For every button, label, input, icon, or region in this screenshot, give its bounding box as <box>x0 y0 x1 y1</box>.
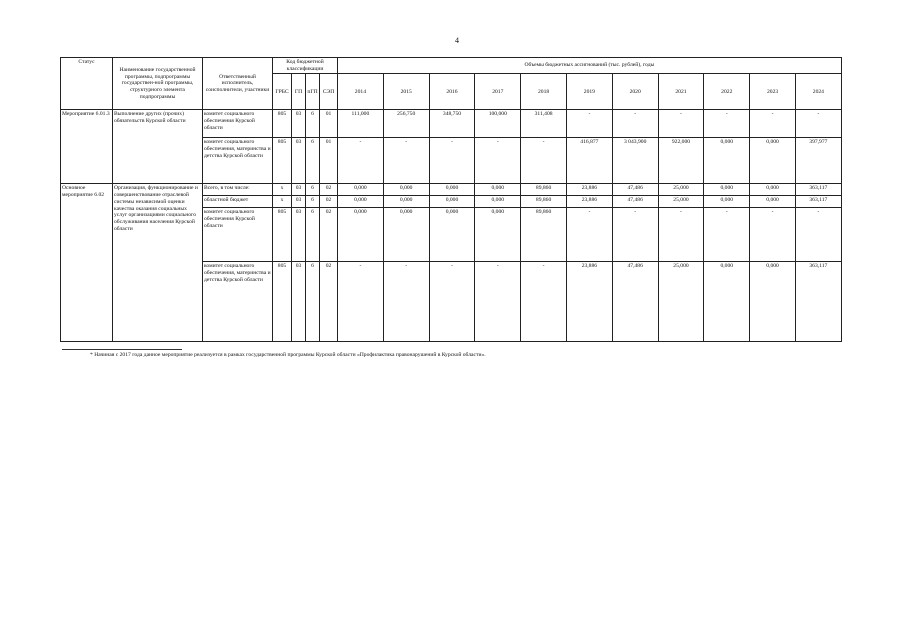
cell-grbs: 805 <box>273 208 292 262</box>
cell-value: 23,886 <box>566 196 612 208</box>
cell-value: 0,000 <box>704 196 750 208</box>
cell-value: 3 043,900 <box>612 138 658 184</box>
cell-value: 0,000 <box>750 138 796 184</box>
row-executor: комитет социального обеспечения, материнства и детства Курской области <box>203 262 273 342</box>
cell-value: 256,750 <box>383 110 429 138</box>
cell-value: - <box>338 138 384 184</box>
cell-value: 111,000 <box>338 110 384 138</box>
cell-pgp: 6 <box>306 184 320 196</box>
cell-sep: 02 <box>320 208 338 262</box>
cell-value: 0,000 <box>704 262 750 342</box>
cell-pgp: 6 <box>306 208 320 262</box>
row-executor: Всего, в том числе: <box>203 184 273 196</box>
cell-value: 0,000 <box>475 184 521 196</box>
header-year: 2021 <box>658 74 704 110</box>
cell-value: - <box>704 110 750 138</box>
header-executor: Ответственный исполнитель, соисполнители, участники <box>203 58 273 110</box>
cell-value: 0,000 <box>383 196 429 208</box>
cell-value: 0,000 <box>383 184 429 196</box>
cell-sep: 02 <box>320 196 338 208</box>
cell-value: 311,408 <box>521 110 567 138</box>
header-year: 2020 <box>612 74 658 110</box>
cell-value: 922,000 <box>658 138 704 184</box>
cell-value: - <box>521 138 567 184</box>
cell-value: - <box>795 208 841 262</box>
header-pgp: пГП <box>306 74 320 110</box>
cell-grbs: 805 <box>273 138 292 184</box>
cell-value: 25,000 <box>658 262 704 342</box>
cell-value: 89,860 <box>521 196 567 208</box>
row-executor: комитет социального обеспечения, материнства и детства Курской области <box>203 138 273 184</box>
cell-value: 348,750 <box>429 110 475 138</box>
cell-value: 0,000 <box>750 184 796 196</box>
cell-value: - <box>658 110 704 138</box>
cell-value: 0,000 <box>338 184 384 196</box>
cell-value: - <box>521 262 567 342</box>
header-year: 2017 <box>475 74 521 110</box>
cell-sep: 02 <box>320 184 338 196</box>
cell-gp: 03 <box>292 262 306 342</box>
cell-value: - <box>750 110 796 138</box>
cell-value: - <box>566 110 612 138</box>
footnote-divider <box>62 349 182 350</box>
cell-gp: 03 <box>292 110 306 138</box>
header-year: 2019 <box>566 74 612 110</box>
cell-value: 0,000 <box>475 196 521 208</box>
cell-gp: 03 <box>292 208 306 262</box>
header-sep: СЭП <box>320 74 338 110</box>
row-name: Организация, функционирование и совершенствование отраслевой системы независимой оценки качества оказания социальных услуг организациями социального обслуживания населения Курской области <box>113 184 203 342</box>
cell-gp: 03 <box>292 184 306 196</box>
header-grbs: ГРБС <box>273 74 292 110</box>
cell-value: 397,977 <box>795 138 841 184</box>
header-year: 2022 <box>704 74 750 110</box>
cell-value: 363,117 <box>795 262 841 342</box>
cell-value: 0,000 <box>704 138 750 184</box>
header-year: 2014 <box>338 74 384 110</box>
cell-value: - <box>338 262 384 342</box>
row-executor: комитет социального обеспечения Курской области <box>203 110 273 138</box>
cell-value: 416,877 <box>566 138 612 184</box>
cell-value: - <box>475 138 521 184</box>
cell-grbs: 805 <box>273 262 292 342</box>
cell-value: 0,000 <box>750 262 796 342</box>
header-year: 2024 <box>795 74 841 110</box>
cell-value: 0,000 <box>338 208 384 262</box>
cell-value: - <box>383 262 429 342</box>
row-executor: комитет социального обеспечения Курской области <box>203 208 273 262</box>
footnote: * Начиная с 2017 года данное мероприятие реализуется в рамках государственной программы Курской области «Профилактика правонарушений в Курской области». <box>90 352 486 358</box>
cell-value: 0,000 <box>338 196 384 208</box>
cell-value: 47,486 <box>612 262 658 342</box>
cell-value: 89,860 <box>521 184 567 196</box>
cell-value: - <box>612 208 658 262</box>
table-row <box>61 110 842 138</box>
cell-value: 0,000 <box>429 208 475 262</box>
budget-table <box>60 57 842 342</box>
cell-value: - <box>612 110 658 138</box>
cell-value: 89,860 <box>521 208 567 262</box>
cell-value: 363,117 <box>795 184 841 196</box>
cell-value: - <box>658 208 704 262</box>
header-year: 2018 <box>521 74 567 110</box>
cell-value: - <box>429 262 475 342</box>
header-budget-code: Код бюджетной классификации <box>273 58 338 74</box>
cell-value: - <box>750 208 796 262</box>
cell-grbs: х <box>273 196 292 208</box>
header-status: Статус <box>61 58 113 110</box>
cell-value: 25,000 <box>658 196 704 208</box>
cell-value: 0,000 <box>704 184 750 196</box>
cell-pgp: 6 <box>306 196 320 208</box>
cell-value: - <box>704 208 750 262</box>
cell-value: 0,000 <box>429 196 475 208</box>
row-status: Мероприятие 6.01.3 <box>61 110 113 184</box>
cell-pgp: 6 <box>306 138 320 184</box>
cell-pgp: 6 <box>306 110 320 138</box>
cell-sep: 02 <box>320 262 338 342</box>
header-volumes: Объемы бюджетных ассигнований (тыс. рублей), годы <box>338 58 842 74</box>
page-number: 4 <box>455 36 459 45</box>
row-name: Выполнение других (прочих) обязательств Курской области <box>113 110 203 184</box>
cell-value: 363,117 <box>795 196 841 208</box>
cell-value: - <box>566 208 612 262</box>
cell-grbs: 805 <box>273 110 292 138</box>
table-row <box>61 184 842 196</box>
cell-value: - <box>795 110 841 138</box>
header-year: 2016 <box>429 74 475 110</box>
cell-value: 100,000 <box>475 110 521 138</box>
cell-value: 23,886 <box>566 262 612 342</box>
cell-value: 0,000 <box>475 208 521 262</box>
cell-value: 23,886 <box>566 184 612 196</box>
header-year: 2023 <box>750 74 796 110</box>
cell-gp: 03 <box>292 196 306 208</box>
cell-value: 25,000 <box>658 184 704 196</box>
cell-gp: 03 <box>292 138 306 184</box>
header-year: 2015 <box>383 74 429 110</box>
row-executor: областной бюджет <box>203 196 273 208</box>
cell-value: 47,486 <box>612 196 658 208</box>
cell-value: - <box>475 262 521 342</box>
header-gp: ГП <box>292 74 306 110</box>
cell-pgp: 6 <box>306 262 320 342</box>
cell-value: 47,486 <box>612 184 658 196</box>
cell-value: - <box>383 138 429 184</box>
cell-value: - <box>429 138 475 184</box>
row-status: Основное мероприятие 6.02 <box>61 184 113 342</box>
cell-value: 0,000 <box>383 208 429 262</box>
cell-value: 0,000 <box>429 184 475 196</box>
cell-sep: 01 <box>320 110 338 138</box>
cell-sep: 01 <box>320 138 338 184</box>
cell-grbs: х <box>273 184 292 196</box>
header-name: Наименование государственной программы, подпрограммы государствен-ной программы, структурного элемента подпрограммы <box>113 58 203 110</box>
cell-value: 0,000 <box>750 196 796 208</box>
